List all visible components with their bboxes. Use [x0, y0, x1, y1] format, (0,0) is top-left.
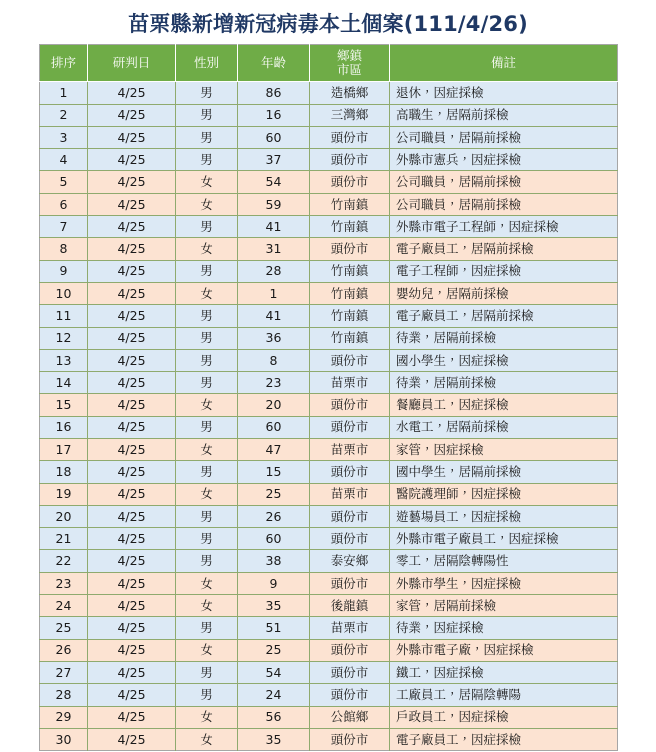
cell-age: 25 — [238, 639, 310, 661]
cell-date: 4/25 — [88, 372, 176, 394]
table-row — [40, 595, 618, 617]
cell-age: 16 — [238, 104, 310, 126]
cell-date: 4/25 — [88, 684, 176, 706]
cell-age: 9 — [238, 572, 310, 594]
cell-town: 三灣鄉 — [310, 104, 390, 126]
cell-age: 41 — [238, 305, 310, 327]
cell-age: 25 — [238, 483, 310, 505]
cell-sex: 女 — [176, 439, 238, 461]
cell-age: 56 — [238, 706, 310, 728]
cell-age: 54 — [238, 661, 310, 683]
cell-sex: 男 — [176, 661, 238, 683]
cell-remark: 公司職員，居隔前採檢 — [390, 193, 618, 215]
cell-age: 20 — [238, 394, 310, 416]
cell-age: 26 — [238, 505, 310, 527]
cell-remark: 外縣市學生，因症採檢 — [390, 572, 618, 594]
cell-sex: 男 — [176, 349, 238, 371]
cell-date: 4/25 — [88, 728, 176, 750]
column-header-label: 備註 — [490, 55, 516, 71]
cell-seq: 25 — [40, 617, 88, 639]
cell-seq: 10 — [40, 282, 88, 304]
cell-town: 竹南鎮 — [310, 260, 390, 282]
cell-seq: 23 — [40, 572, 88, 594]
cell-seq: 28 — [40, 684, 88, 706]
cell-date: 4/25 — [88, 327, 176, 349]
column-header-seq — [40, 45, 88, 82]
cell-date: 4/25 — [88, 149, 176, 171]
cell-town: 頭份市 — [310, 149, 390, 171]
cell-age: 51 — [238, 617, 310, 639]
cell-date: 4/25 — [88, 260, 176, 282]
cell-sex: 男 — [176, 372, 238, 394]
cell-remark: 家管，因症採檢 — [390, 439, 618, 461]
cell-seq: 20 — [40, 505, 88, 527]
column-header-date — [88, 45, 176, 82]
cell-date: 4/25 — [88, 305, 176, 327]
cell-sex: 男 — [176, 149, 238, 171]
cell-sex: 男 — [176, 305, 238, 327]
cell-sex: 男 — [176, 327, 238, 349]
cell-remark: 外縣市電子廠，因症採檢 — [390, 639, 618, 661]
cell-age: 86 — [238, 82, 310, 104]
cell-town: 頭份市 — [310, 684, 390, 706]
cell-town: 頭份市 — [310, 171, 390, 193]
column-header-age — [238, 45, 310, 82]
cell-date: 4/25 — [88, 171, 176, 193]
cell-age: 31 — [238, 238, 310, 260]
cell-town: 苗栗市 — [310, 483, 390, 505]
table-row — [40, 461, 618, 483]
cell-age: 47 — [238, 439, 310, 461]
cell-remark: 遊藝場員工，因症採檢 — [390, 505, 618, 527]
cell-seq: 27 — [40, 661, 88, 683]
cell-age: 15 — [238, 461, 310, 483]
cell-remark: 工廠員工，居隔陰轉陽 — [390, 684, 618, 706]
cell-date: 4/25 — [88, 282, 176, 304]
cell-seq: 19 — [40, 483, 88, 505]
cell-age: 35 — [238, 595, 310, 617]
column-header-label: 鄉鎮 — [336, 47, 362, 63]
cell-sex: 女 — [176, 595, 238, 617]
table-row — [40, 550, 618, 572]
cell-seq: 1 — [40, 82, 88, 104]
cell-age: 60 — [238, 528, 310, 550]
cell-town: 頭份市 — [310, 728, 390, 750]
cell-seq: 11 — [40, 305, 88, 327]
cell-remark: 外縣市憲兵，因症採檢 — [390, 149, 618, 171]
table-row — [40, 327, 618, 349]
cell-sex: 男 — [176, 528, 238, 550]
cell-sex: 女 — [176, 728, 238, 750]
cell-town: 竹南鎮 — [310, 216, 390, 238]
cell-remark: 高職生，居隔前採檢 — [390, 104, 618, 126]
table-body — [40, 82, 618, 751]
cell-remark: 國小學生，因症採檢 — [390, 349, 618, 371]
cell-sex: 女 — [176, 706, 238, 728]
cell-date: 4/25 — [88, 394, 176, 416]
column-header-remark — [390, 45, 618, 82]
cell-age: 37 — [238, 149, 310, 171]
cell-town: 造橋鄉 — [310, 82, 390, 104]
cell-remark: 家管，居隔前採檢 — [390, 595, 618, 617]
cell-town: 頭份市 — [310, 349, 390, 371]
cell-town: 頭份市 — [310, 572, 390, 594]
table-row — [40, 572, 618, 594]
table-row — [40, 126, 618, 148]
table-row — [40, 639, 618, 661]
cell-age: 60 — [238, 126, 310, 148]
table-row — [40, 238, 618, 260]
cell-age: 36 — [238, 327, 310, 349]
cell-remark: 退休，因症採檢 — [390, 82, 618, 104]
cell-age: 24 — [238, 684, 310, 706]
cell-sex: 女 — [176, 193, 238, 215]
cell-town: 泰安鄉 — [310, 550, 390, 572]
column-header-label: 年齡 — [260, 55, 286, 71]
cell-date: 4/25 — [88, 416, 176, 438]
cell-date: 4/25 — [88, 439, 176, 461]
cell-seq: 26 — [40, 639, 88, 661]
cell-sex: 男 — [176, 126, 238, 148]
cell-sex: 男 — [176, 260, 238, 282]
cell-sex: 女 — [176, 483, 238, 505]
cell-remark: 電子工程師，因症採檢 — [390, 260, 618, 282]
cell-seq: 7 — [40, 216, 88, 238]
cell-age: 59 — [238, 193, 310, 215]
cell-remark: 外縣市電子工程師，因症採檢 — [390, 216, 618, 238]
cell-seq: 12 — [40, 327, 88, 349]
cell-town: 頭份市 — [310, 505, 390, 527]
cell-remark: 水電工，居隔前採檢 — [390, 416, 618, 438]
cell-date: 4/25 — [88, 238, 176, 260]
column-header-label-second-line: 市區 — [336, 62, 362, 78]
cell-town: 竹南鎮 — [310, 193, 390, 215]
cell-sex: 女 — [176, 394, 238, 416]
cell-age: 35 — [238, 728, 310, 750]
cell-sex: 男 — [176, 416, 238, 438]
cell-town: 頭份市 — [310, 416, 390, 438]
cell-seq: 22 — [40, 550, 88, 572]
cell-seq: 6 — [40, 193, 88, 215]
cell-seq: 13 — [40, 349, 88, 371]
table-row — [40, 193, 618, 215]
cell-sex: 女 — [176, 639, 238, 661]
cell-seq: 14 — [40, 372, 88, 394]
cell-date: 4/25 — [88, 505, 176, 527]
cell-seq: 24 — [40, 595, 88, 617]
cell-sex: 女 — [176, 282, 238, 304]
cell-age: 8 — [238, 349, 310, 371]
cell-seq: 2 — [40, 104, 88, 126]
table-row — [40, 282, 618, 304]
table-row — [40, 104, 618, 126]
table-row — [40, 528, 618, 550]
cell-sex: 男 — [176, 684, 238, 706]
cell-date: 4/25 — [88, 572, 176, 594]
cell-remark: 嬰幼兒，居隔前採檢 — [390, 282, 618, 304]
cell-date: 4/25 — [88, 193, 176, 215]
cell-town: 苗栗市 — [310, 439, 390, 461]
cell-seq: 18 — [40, 461, 88, 483]
cell-town: 後龍鎮 — [310, 595, 390, 617]
case-table — [39, 44, 618, 751]
cell-age: 60 — [238, 416, 310, 438]
cell-seq: 17 — [40, 439, 88, 461]
table-row — [40, 372, 618, 394]
cell-sex: 男 — [176, 82, 238, 104]
column-header-label: 研判日 — [112, 55, 151, 71]
cell-town: 竹南鎮 — [310, 327, 390, 349]
cell-date: 4/25 — [88, 104, 176, 126]
cell-seq: 9 — [40, 260, 88, 282]
cell-date: 4/25 — [88, 639, 176, 661]
cell-date: 4/25 — [88, 528, 176, 550]
cell-seq: 3 — [40, 126, 88, 148]
cell-date: 4/25 — [88, 595, 176, 617]
table-row — [40, 149, 618, 171]
cell-age: 23 — [238, 372, 310, 394]
cell-remark: 電子廠員工，因症採檢 — [390, 728, 618, 750]
cell-date: 4/25 — [88, 483, 176, 505]
cell-seq: 5 — [40, 171, 88, 193]
cell-remark: 餐廳員工，因症採檢 — [390, 394, 618, 416]
table-row — [40, 171, 618, 193]
cell-town: 公館鄉 — [310, 706, 390, 728]
cell-date: 4/25 — [88, 550, 176, 572]
table-row — [40, 483, 618, 505]
column-header-sex — [176, 45, 238, 82]
cell-seq: 8 — [40, 238, 88, 260]
cell-sex: 女 — [176, 572, 238, 594]
cell-remark: 待業，居隔前採檢 — [390, 372, 618, 394]
cell-date: 4/25 — [88, 461, 176, 483]
column-header-label: 性別 — [193, 55, 219, 71]
cell-remark: 待業，居隔前採檢 — [390, 327, 618, 349]
cell-sex: 男 — [176, 461, 238, 483]
table-row — [40, 305, 618, 327]
table-row — [40, 706, 618, 728]
table-row — [40, 216, 618, 238]
cell-town: 頭份市 — [310, 394, 390, 416]
table-header — [40, 45, 618, 82]
cell-seq: 29 — [40, 706, 88, 728]
cell-remark: 公司職員，居隔前採檢 — [390, 126, 618, 148]
cell-remark: 公司職員，居隔前採檢 — [390, 171, 618, 193]
table-row — [40, 416, 618, 438]
cell-remark: 醫院護理師，因症採檢 — [390, 483, 618, 505]
cell-date: 4/25 — [88, 661, 176, 683]
cell-town: 頭份市 — [310, 461, 390, 483]
cell-town: 竹南鎮 — [310, 282, 390, 304]
cell-sex: 男 — [176, 505, 238, 527]
cell-town: 苗栗市 — [310, 372, 390, 394]
cell-town: 頭份市 — [310, 661, 390, 683]
cell-date: 4/25 — [88, 126, 176, 148]
table-row — [40, 728, 618, 750]
cell-town: 頭份市 — [310, 639, 390, 661]
cell-remark: 戶政員工，因症採檢 — [390, 706, 618, 728]
cell-sex: 男 — [176, 550, 238, 572]
cell-sex: 女 — [176, 171, 238, 193]
cell-date: 4/25 — [88, 349, 176, 371]
cell-seq: 15 — [40, 394, 88, 416]
cell-town: 頭份市 — [310, 126, 390, 148]
cell-remark: 電子廠員工，居隔前採檢 — [390, 238, 618, 260]
cell-seq: 16 — [40, 416, 88, 438]
table-row — [40, 661, 618, 683]
cell-remark: 國中學生，居隔前採檢 — [390, 461, 618, 483]
cell-sex: 男 — [176, 617, 238, 639]
cell-town: 頭份市 — [310, 528, 390, 550]
cell-age: 54 — [238, 171, 310, 193]
cell-remark: 外縣市電子廠員工，因症採檢 — [390, 528, 618, 550]
cell-date: 4/25 — [88, 706, 176, 728]
cell-date: 4/25 — [88, 617, 176, 639]
column-header-label: 排序 — [50, 55, 76, 71]
cell-age: 28 — [238, 260, 310, 282]
table-header-row — [40, 45, 618, 82]
table-row — [40, 617, 618, 639]
cell-town: 苗栗市 — [310, 617, 390, 639]
table-row — [40, 394, 618, 416]
table-row — [40, 349, 618, 371]
cell-seq: 30 — [40, 728, 88, 750]
cell-remark: 電子廠員工，居隔前採檢 — [390, 305, 618, 327]
cell-age: 38 — [238, 550, 310, 572]
table-row — [40, 82, 618, 104]
cell-remark: 鐵工，因症採檢 — [390, 661, 618, 683]
table-row — [40, 439, 618, 461]
cell-date: 4/25 — [88, 82, 176, 104]
table-row — [40, 260, 618, 282]
case-table-container — [39, 44, 617, 751]
cell-sex: 女 — [176, 238, 238, 260]
cell-age: 1 — [238, 282, 310, 304]
cell-remark: 待業，因症採檢 — [390, 617, 618, 639]
cell-remark: 零工，居隔陰轉陽性 — [390, 550, 618, 572]
cell-sex: 男 — [176, 104, 238, 126]
table-row — [40, 684, 618, 706]
cell-town: 頭份市 — [310, 238, 390, 260]
column-header-town — [310, 45, 390, 82]
cell-town: 竹南鎮 — [310, 305, 390, 327]
cell-seq: 4 — [40, 149, 88, 171]
cell-seq: 21 — [40, 528, 88, 550]
cell-sex: 男 — [176, 216, 238, 238]
cell-date: 4/25 — [88, 216, 176, 238]
cell-age: 41 — [238, 216, 310, 238]
page-title: 苗栗縣新增新冠病毒本土個案(111/4/26) — [128, 12, 528, 36]
table-row — [40, 505, 618, 527]
